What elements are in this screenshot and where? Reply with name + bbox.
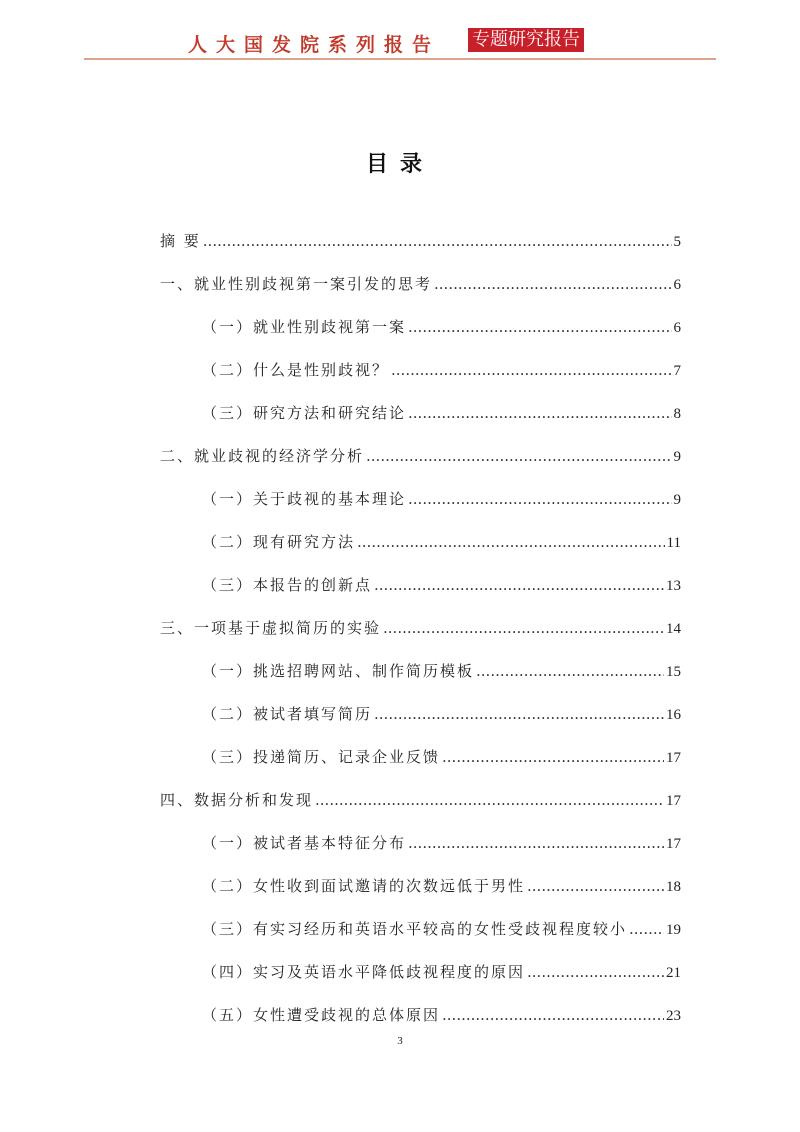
toc-entry-label: （二）现有研究方法 [202, 533, 356, 551]
toc-entry[interactable] [160, 574, 681, 617]
toc-entry[interactable] [160, 617, 681, 660]
page-header [0, 24, 800, 58]
toc-leader-dots [315, 791, 664, 809]
toc-entry[interactable] [160, 488, 681, 531]
toc-entry-label: （四）实习及英语水平降低歧视程度的原因 [202, 963, 526, 981]
toc-leader-dots [357, 533, 665, 551]
toc-entry-page: 5 [673, 234, 681, 250]
toc-entry-page: 17 [666, 836, 681, 852]
table-of-contents [160, 230, 681, 1047]
toc-entry-label: （三）有实习经历和英语水平较高的女性受歧视程度较小 [202, 920, 628, 938]
report-type-badge: 专题研究报告 [468, 28, 584, 52]
toc-entry-page: 17 [666, 750, 681, 766]
toc-leader-dots [408, 404, 671, 422]
toc-entry-page: 23 [666, 1008, 681, 1024]
toc-entry[interactable] [160, 875, 681, 918]
toc-entry-label: （五）女性遭受歧视的总体原因 [202, 1006, 441, 1024]
toc-entry[interactable] [160, 316, 681, 359]
toc-entry-label: （一）就业性别歧视第一案 [202, 318, 407, 336]
toc-title: 目录 [365, 152, 434, 177]
toc-leader-dots [476, 662, 664, 680]
toc-leader-dots [374, 576, 664, 594]
toc-entry-label: 一、就业性别歧视第一案引发的思考 [160, 275, 433, 293]
toc-entry[interactable] [160, 961, 681, 1004]
toc-leader-dots [366, 447, 671, 465]
toc-entry-page: 18 [666, 879, 681, 895]
toc-entry-label: （一）关于歧视的基本理论 [202, 490, 407, 508]
toc-leader-dots [391, 361, 671, 379]
toc-entry-page: 15 [666, 664, 681, 680]
toc-leader-dots [203, 232, 672, 250]
page-number: 3 [397, 1035, 403, 1047]
toc-entry[interactable] [160, 918, 681, 961]
toc-leader-dots [383, 619, 664, 637]
toc-entry-label: （二）被试者填写简历 [202, 705, 373, 723]
toc-entry-page: 8 [673, 406, 681, 422]
toc-entry-label: （三）研究方法和研究结论 [202, 404, 407, 422]
toc-entry[interactable] [160, 746, 681, 789]
toc-entry[interactable] [160, 230, 681, 273]
report-series-title: 人大国发院系列报告 [188, 34, 441, 56]
toc-leader-dots [408, 318, 671, 336]
toc-entry-page: 6 [673, 277, 681, 293]
toc-entry-page: 16 [666, 707, 681, 723]
toc-entry-label: （二）女性收到面试邀请的次数远低于男性 [202, 877, 526, 895]
toc-entry-label: 四、数据分析和发现 [160, 791, 314, 809]
toc-entry[interactable] [160, 273, 681, 316]
toc-leader-dots [527, 877, 664, 895]
toc-entry[interactable] [160, 359, 681, 402]
toc-entry-label: 摘 要 [160, 232, 201, 250]
toc-entry[interactable] [160, 531, 681, 574]
toc-leader-dots [408, 834, 664, 852]
toc-entry-label: （一）被试者基本特征分布 [202, 834, 407, 852]
toc-entry-label: （三）投递简历、记录企业反馈 [202, 748, 441, 766]
toc-leader-dots [629, 920, 664, 938]
toc-entry-page: 21 [666, 965, 681, 981]
toc-leader-dots [442, 748, 664, 766]
toc-entry-page: 17 [666, 793, 681, 809]
toc-entry[interactable] [160, 789, 681, 832]
toc-entry-label: 二、就业歧视的经济学分析 [160, 447, 365, 465]
toc-entry[interactable] [160, 832, 681, 875]
toc-entry-page: 7 [673, 363, 681, 379]
toc-entry[interactable] [160, 660, 681, 703]
toc-entry-page: 19 [666, 922, 681, 938]
toc-entry-page: 9 [673, 492, 681, 508]
toc-entry[interactable] [160, 402, 681, 445]
toc-leader-dots [527, 963, 664, 981]
toc-leader-dots [408, 490, 671, 508]
toc-entry-label: （三）本报告的创新点 [202, 576, 373, 594]
toc-entry-page: 6 [673, 320, 681, 336]
toc-entry-page: 14 [666, 621, 681, 637]
toc-entry-label: 三、一项基于虚拟简历的实验 [160, 619, 382, 637]
toc-leader-dots [442, 1006, 664, 1024]
toc-leader-dots [434, 275, 671, 293]
toc-entry[interactable] [160, 445, 681, 488]
toc-entry-page: 11 [666, 535, 681, 551]
toc-entry-page: 13 [666, 578, 681, 594]
header-divider [84, 58, 716, 60]
toc-entry[interactable] [160, 703, 681, 746]
toc-entry-label: （二）什么是性别歧视？ [202, 361, 390, 379]
toc-leader-dots [374, 705, 664, 723]
toc-entry-label: （一）挑选招聘网站、制作简历模板 [202, 662, 475, 680]
toc-entry-page: 9 [673, 449, 681, 465]
